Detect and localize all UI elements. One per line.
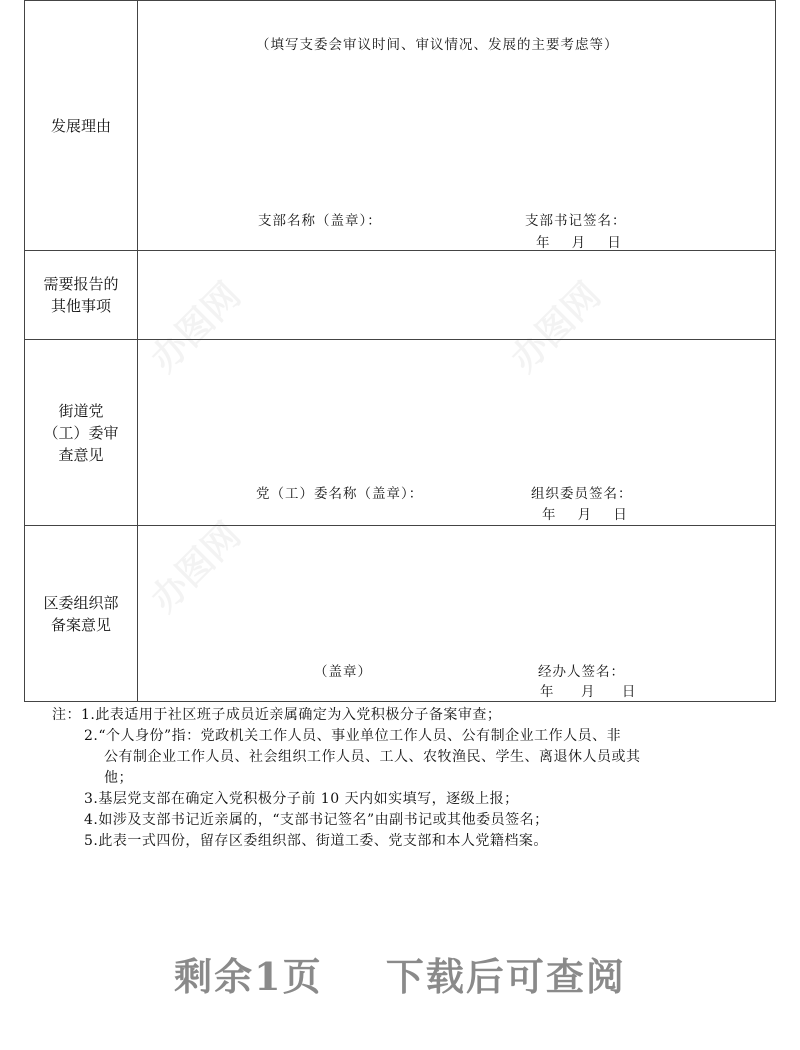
remaining-pages-text: 剩余1页 <box>174 954 323 999</box>
org-name-label: （盖章） <box>314 664 372 680</box>
row-other-matters <box>25 251 776 340</box>
hint-text: （填写支委会审议时间、审议情况、发展的主要考虑等） <box>256 37 619 53</box>
signer-label: 经办人签名： <box>538 664 625 680</box>
label-line: 其他事项 <box>50 297 111 315</box>
row-district-record <box>25 526 776 702</box>
note-2-cont: 他； <box>104 770 133 786</box>
date-line: 年 月 日 <box>536 235 622 251</box>
org-name-label: 党（工）委名称（盖章）： <box>256 486 424 502</box>
content-other-matters[interactable] <box>138 251 776 340</box>
note-2-cont: 公有制企业工作人员、社会组织工作人员、工人、农牧渔民、学生、离退休人员或其 <box>104 749 641 765</box>
note-1: 注：1.此表适用于社区班子成员近亲属确定为入党积极分子备案审查； <box>52 707 502 723</box>
label-line: （工）委审 <box>43 423 119 442</box>
content-street-review[interactable] <box>138 340 776 526</box>
row-street-review <box>25 340 776 526</box>
row-label <box>25 1 138 251</box>
row-label <box>25 526 138 702</box>
signer-label: 支部书记签名： <box>525 213 627 229</box>
note-3: 3.基层党支部在确定入党积极分子前 10 天内如实填写，逐级上报； <box>84 791 519 807</box>
note-4: 4.如涉及支部书记近亲属的，“支部书记签名”由副书记或其他委员签名； <box>84 812 549 828</box>
signer-label: 组织委员签名： <box>531 486 633 502</box>
label-line: 街道党 <box>58 401 104 420</box>
note-2: 2.“个人身份”指：党政机关工作人员、事业单位工作人员、公有制企业工作人员、非 <box>84 728 622 744</box>
label-line: 需要报告的 <box>43 275 119 293</box>
form-table <box>24 0 776 702</box>
label-line: 查意见 <box>58 445 104 464</box>
label-line: 备案意见 <box>50 615 111 634</box>
note-5: 5.此表一式四份，留存区委组织部、街道工委、党支部和本人党籍档案。 <box>84 833 548 849</box>
notes-section <box>52 705 641 852</box>
content-district-record[interactable] <box>138 526 776 702</box>
row-label <box>25 251 138 340</box>
label-line: 区委组织部 <box>43 593 119 612</box>
date-line: 年 月 日 <box>542 507 628 523</box>
date-line: 年 月 日 <box>540 684 637 700</box>
label-development-reason: 发展理由 <box>50 116 111 135</box>
row-development-reason <box>25 1 776 251</box>
content-development-reason[interactable] <box>138 1 776 251</box>
org-name-label: 支部名称（盖章）： <box>258 213 382 229</box>
row-label <box>25 340 138 526</box>
download-banner[interactable] <box>0 946 800 1001</box>
download-hint-text: 下载后可查阅 <box>385 954 626 999</box>
